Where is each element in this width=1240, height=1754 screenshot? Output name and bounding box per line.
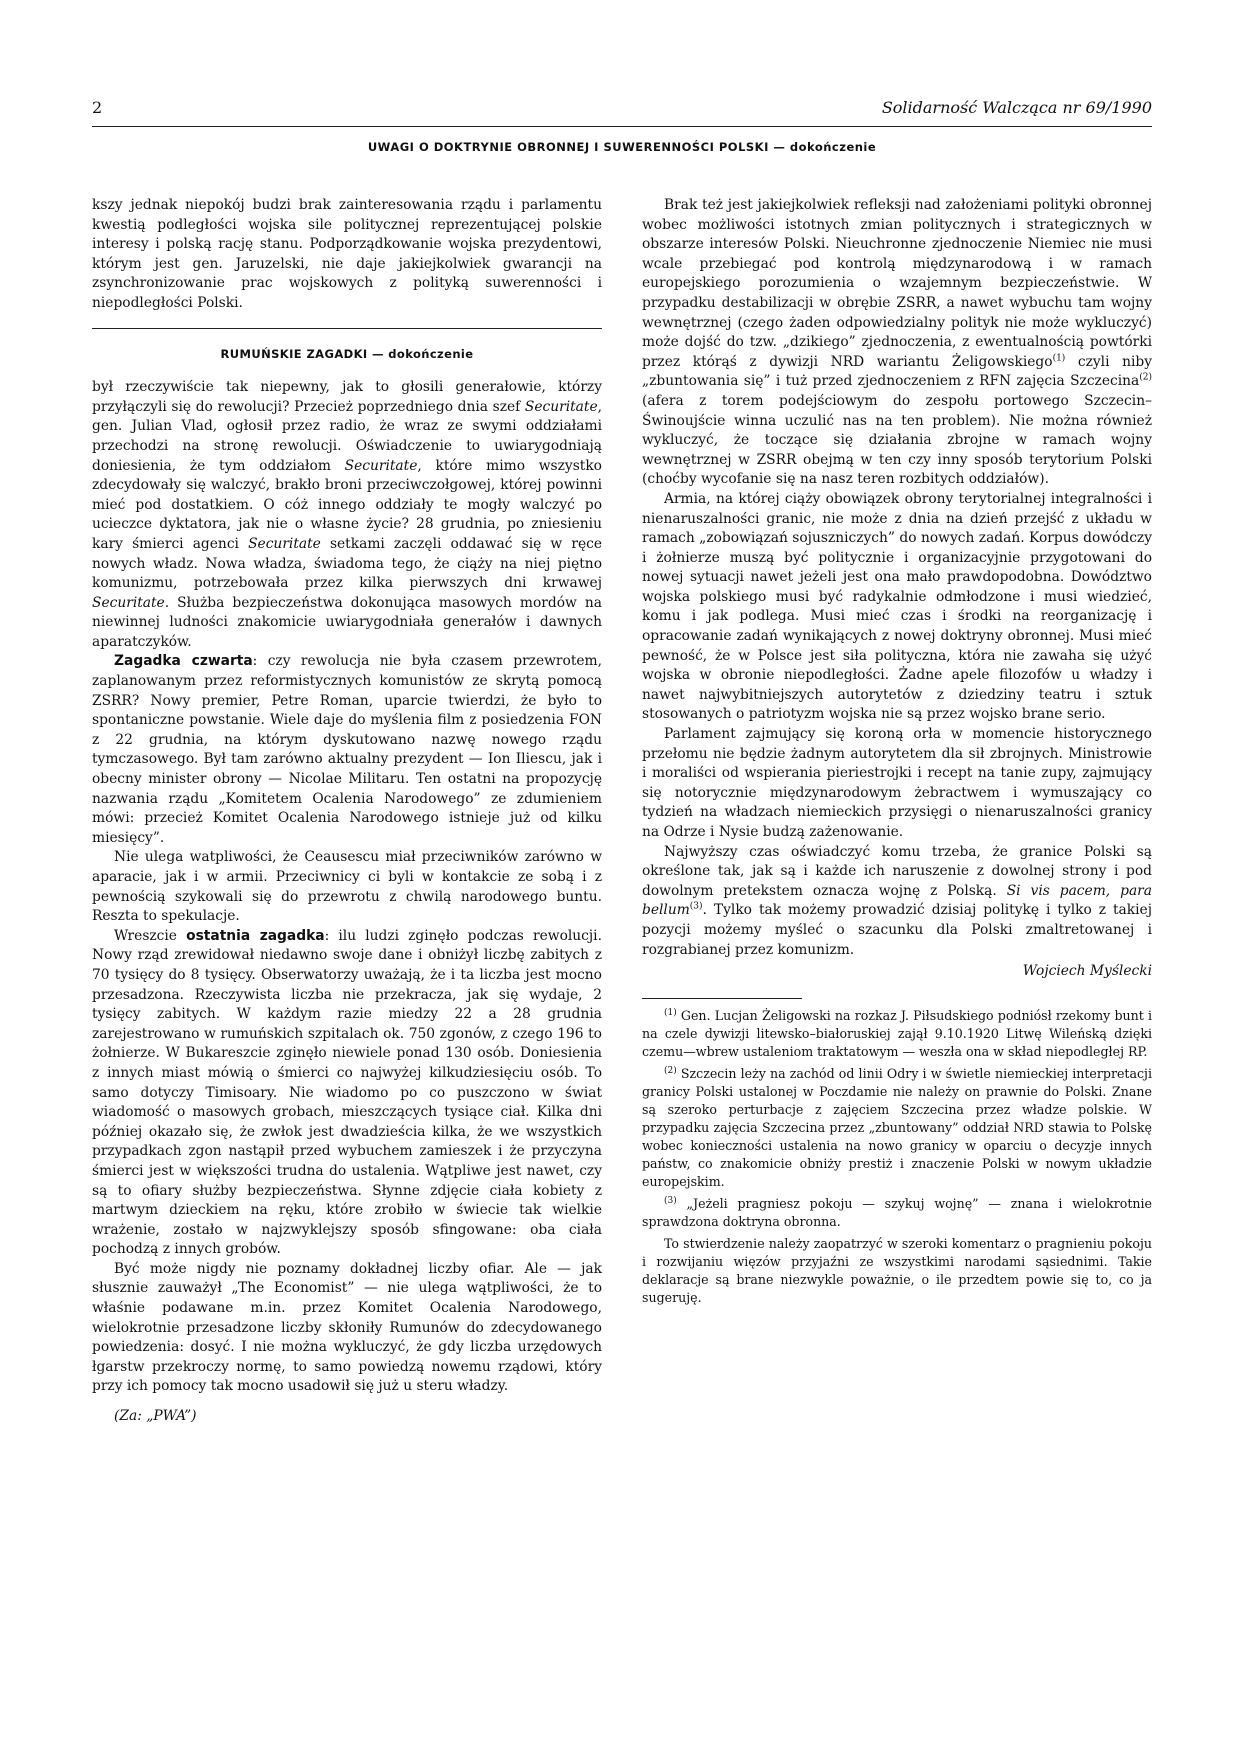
header-rule [92, 126, 1152, 127]
masthead: Solidarność Walcząca nr 69/1990 [881, 98, 1152, 117]
text-run: Najwyższy czas oświadczyć komu trzeba, że granice Polski są określone tak, jak są i każde ich naruszenie z dowolnej strony i pod dowolnym pretekstem oznacza wojnę z Polską. [642, 843, 1152, 899]
section-subhead [92, 345, 602, 365]
text-run: (afera z torem podejściowym do zespołu portowego Szczecin–Świnoujście winna uczulić nas na ten problem). Nie można również wykluczyć, że toczące się działania zbrojne w ramach wojny wewnętrznej w ZSRR obejmą w ten czy inny sposób terytorium Polski (choćby wycofanie się na nasz teren rozbitych oddziałów). [642, 392, 1152, 488]
text-run: Wreszcie [114, 927, 187, 944]
footnote-mark: (3) [664, 1195, 677, 1206]
article-paragraph: Armia, na której ciąży obowiązek obrony terytorialnej integralności i nienaruszalności granic, nie może z dnia na dzień przejść z układu w ramach „zobowiązań sojuszniczych” do nowych zadań. Korpus dowódczy i żołnierze muszą być politycznie i organizacyjnie przygotowani do nowej sytuacji nawet jeżeli jest ona mało prawdopodobna. Dowództwo wojska polskiego musi być radykalnie odmłodzone i musi wiedzieć, komu i jak podlega. Musi mieć czas i środki na reorganizację i opracowanie zadań wynikających z nowej doktryny obronnej. Musi mieć pewność, że w Polsce jest siła polityczna, która nie zawaha się użyć wojska w obronie niepodległości. Żadne apele filozofów u władzy i nawet najwybitniejszych autorytetów z dziedziny teatru i sztuk stosowanych o patriotyzm wojska nie są przez wojsko brane serio. [642, 490, 1152, 723]
latin-phrase: Si vis pacem, para bellum [642, 882, 1152, 919]
italic-term: Securitate [248, 535, 321, 552]
author-signature: Wojciech Myślecki [1022, 963, 1152, 980]
article-banner [92, 140, 1152, 154]
article-paragraph: Nie ulega watpliwości, że Ceausescu miał przeciwników zarówno w aparacie, jak i w armii. Przeciwnicy ci byli w kontakcie ze sobą i z pewnością szykowali się do przewrotu z chwilą narodowego buntu. Reszta to spekulacje. [92, 849, 602, 925]
footnote-ref: (2) [1139, 372, 1152, 383]
text-run: setkami zaczęli oddawać się w ręce nowych władz. Nowa władza, świadoma tego, że ciąży na niej piętno komunizmu, potrzebowała przez kilka pierwszych dni krwawej [92, 535, 603, 592]
text-run: czyli niby „zbuntowania się” i tuż przed zjednoczeniem z RFN zajęcia Szczecina [642, 353, 1153, 390]
subhead-continuation: dokończenie [388, 346, 474, 361]
banner-title: UWAGI O DOKTRYNIE OBRONNEJ I SUWERENNOŚCI POLSKI — [367, 140, 790, 154]
footnote-text: „Jeżeli pragniesz pokoju — szykuj wojnę” — znana i wielokrotnie sprawdzona doktryna obronna. [642, 1195, 1152, 1229]
left-column [92, 196, 602, 1427]
text-run: : czy rewolucja nie była czasem przewrotem, zaplanowanym przez reformistycznych komunistów ze skrytą pomocą ZSRR? Nowy premier, Petre Roman, uparcie twierdzi, że było to spontaniczne powstanie. Wiele daje do myślenia film z posiedzenia FON z 22 grudnia, na którym dyskutowano nazwę nowego rządu tymczasowego. Był tam zarówno aktualny prezydent — Ion Iliescu, jak i obecny minister obrony — Nicolae Militaru. Ten ostatni na propozycję nazwania rządu „Komitetem Ocalenia Narodowego” ze zdumieniem mówi: przecież Komitet Ocalenia Narodowego istnieje już od kilku miesięcy”. [92, 653, 602, 846]
right-column [642, 196, 1152, 1311]
article-paragraph [642, 196, 1152, 490]
footnote [642, 1065, 1152, 1191]
text-run: , gen. Julian Vlad, ogłosił przez radio, że wraz ze swymi oddziałami przechodzi na stronę rewolucji. Oświadczenie to uwiarygodniają doniesienia, że tym oddziałom [92, 398, 602, 474]
text-run: : ilu ludzi zginęło podczas rewolucji. Nowy rząd zrewidował niedawno swoje dane i obniżył liczbę zabitych z 70 tysięcy do 8 tysięcy. Obserwatorzy uważają, że i ta liczba jest mocno przesadzona. Rzeczywista liczba nie przekracza, jak się wydaje, 2 tysięcy zabitych. W każdym razie miedzy 22 a 28 grudnia zarejestrowano w rumuńskich szpitalach ok. 750 zgonów, z czego 196 to żołnierze. W Bukareszcie zginęło niewiele ponad 130 osób. Doniesienia z innych miast mówią o śmierci co najwyżej kilkudziesięciu osób. To samo dotyczy Timisoary. Nie wiadomo po co puszczono w świat wiadomość o masowych grobach, mieszczących tysiące ciał. Kilka dni później okazało się, że zwłok jest dwadzieścia kilka, że we wszystkich przypadkach zgon nastąpił przed wybuchem zamieszek i że przyczyna śmierci jest w większości trudna do ustalenia. Wątpliwe jest nawet, czy są to ofiary służby bezpieczeństwa. Słynne zdjęcie ciała kobiety z martwym dzieckiem na ręku, które zrobiło w świecie tak wielkie wrażenie, zostało w najzwyklejszy sposób sfingowane: oba ciała pochodzą z innych grobów. [92, 927, 602, 1258]
intro-paragraph: kszy jednak niepokój budzi brak zainteresowania rządu i parlamentu kwestią podległości wojska sile politycznej reprezentującej polskie interesy i polską rację stanu. Podporządkowanie wojska prezydentowi, którym jest gen. Jaruzelski, nie daje jakiejkolwiek gwarancji na zsynchronizowanie prac wojskowych z polityką suwerenności i niepodległości Polski. [92, 197, 602, 311]
paragraph-lead: Zagadka czwarta [114, 653, 253, 670]
footnote-text: Gen. Lucjan Żeligowski na rozkaz J. Piłsudskiego podniósł rzekomy bunt i na czele dywizji litewsko–białoruskiej zajął 9.10.1920 Litwę Wileńską dzięki czemu—wbrew ustaleniom traktatowym — weszła ona w skład niepodległej RP. [642, 1007, 1152, 1059]
footnotes [642, 1007, 1152, 1307]
footnote-text: Szczecin leży na zachód od linii Odry i w świetle niemieckiej interpretacji granicy Polski ustalonej w Poczdamie nie należy on prawnie do Polski. Znane są szeroko perturbacje z zajęciem Szczecina przez władze polskie. W przypadku zajęcia Szczecina przez „zbuntowany” oddział NRD stawia to Polskę wobec konieczności ustalenia na nowo granicy w oparciu o decyzje innych państw, co znakomicie obniży prestiż i znaczenie Polski w nowym układzie europejskim. [642, 1065, 1152, 1189]
footnote-ref: (1) [1052, 353, 1066, 364]
page-header [92, 98, 1152, 122]
italic-term: Securitate [344, 457, 418, 474]
section-divider [92, 328, 602, 329]
page-number: 2 [92, 98, 103, 117]
italic-term: Securitate [524, 398, 598, 415]
footnote-mark: (2) [664, 1065, 677, 1076]
banner-continuation: dokończenie [789, 140, 877, 154]
footnote-mark: (1) [664, 1007, 677, 1018]
text-run: był rzeczywiście tak niepewny, jak to głosili generałowie, którzy przyłączyli się do rewolucji? Przecież poprzedniego dnia szef [92, 379, 602, 415]
text-run: . Tylko tak możemy prowadzić dzisiaj politykę i tylko z takiej pozycji możemy myśleć o szacunku dla Polski zmaltretowanej i rozgrabianej przez komunizm. [642, 902, 1152, 958]
subhead-title: RUMUŃSKIE ZAGADKI — [220, 346, 389, 361]
article-paragraph [92, 378, 602, 652]
footnote-closing: To stwierdzenie należy zaopatrzyć w szeroki komentarz o pragnieniu pokoju i rozwijaniu więzów przyjaźni ze wszystkimi narodami sąsiednimi. Takie deklaracje są brane niezwykle poważnie, o ile przedtem powie się to, co ja sugeruję. [642, 1235, 1152, 1305]
article-paragraph [92, 927, 602, 1260]
article-paragraph [92, 652, 602, 848]
footnote [642, 1195, 1152, 1231]
source-credit: (Za: „PWA”) [114, 1408, 197, 1425]
article-paragraph [642, 843, 1152, 961]
article-paragraph: Być może nigdy nie poznamy dokładnej liczby ofiar. Ale — jak słusznie zauważył „The Economist” — nie ulega wątpliwości, że to właśnie podawane m.in. przez Komitet Ocalenia Narodowego, wielokrotnie przesadzone liczby skłoniły Rumunów do zdecydowanego powiedzenia: dosyć. I nie można wykluczyć, że gdy liczba urzędowych łgarstw przekroczy normę, to samo powiedzą nowemu rządowi, który przy ich pomocy tak mocno usadowił się już u steru władzy. [92, 1260, 602, 1395]
paragraph-lead: ostatnia zagadka [186, 927, 325, 944]
text-run: Brak też jest jakiejkolwiek refleksji nad założeniami polityki obronnej wobec możliwości istotnych zmian politycznych i strategicznych w obszarze interesów Polski. Nieuchronne zjednoczenie Niemiec nie musi wcale przebiegać pod kontrolą międzynarodową i w ramach europejskiego porozumienia o wzajemnym bezpieczeństwie. W przypadku destabilizacji w obrębie ZSRR, a nawet wybuchu tam wojny wewnętrznej (czego żaden odpowiedzialny polityk nie może wykluczyć) może dojść do tzw. „dzikiego” zjednoczenia, z ewentualnością powtórki przez którąś z dywizji NRD wariantu Żeligowskiego [642, 197, 1152, 370]
footnote [642, 1007, 1152, 1061]
text-run: , które mimo wszystko zdecydowały się walczyć, brakło broni przeciwczołgowej, której powinni mieć pod dostatkiem. O cóż innego oddziały te mogły walczyć po ucieczce dyktatora, jak nie o własne życie? 28 grudnia, po zniesieniu kary śmierci agenci [92, 457, 602, 552]
footnote-ref: (3) [689, 901, 703, 912]
article-paragraph: Parlament zajmujący się koroną orła w momencie historycznego przełomu nie będzie żadnym autorytetem dla sił zbrojnych. Ministrowie i moraliści od wspierania pieriestrojki i recept na tanie zupy, zajmujący się notorycznie międzynarodowym żebractwem i wymuszający co tydzień na władzach niemieckich przysięgi o nienaruszalności granicy na Odrze i Nysie budzą zażenowanie. [642, 726, 1152, 840]
italic-term: Securitate [92, 594, 165, 611]
footnote-rule [642, 998, 802, 999]
text-run: . Służba bezpieczeństwa dokonująca masowych mordów na niewinnej ludności znakomicie uwiarygodniała generałów i dawnych aparatczyków. [92, 594, 602, 650]
